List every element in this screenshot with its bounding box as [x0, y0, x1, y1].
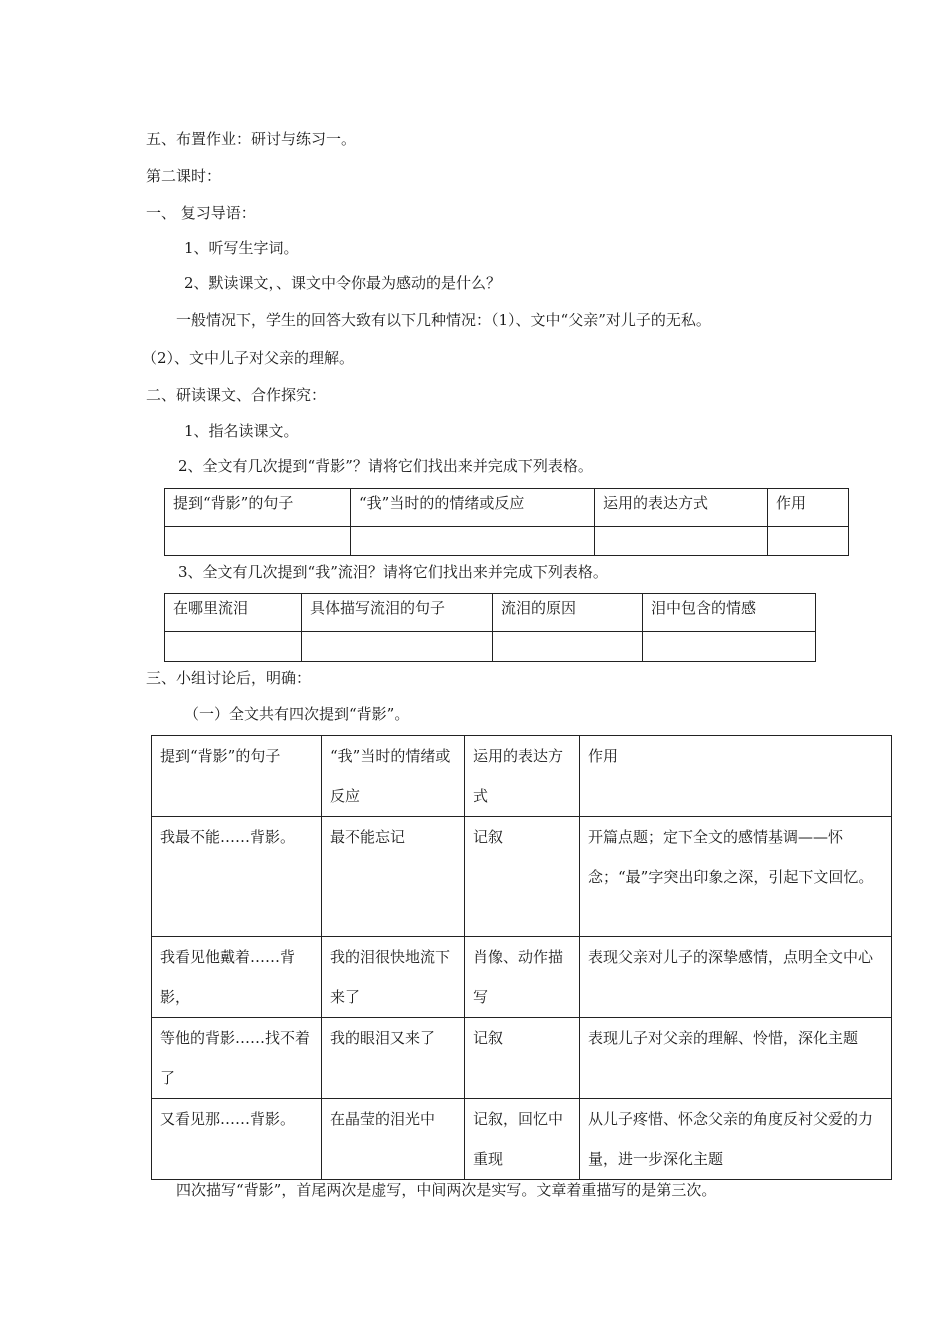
table-header-cell: 泪中包含的情感	[643, 594, 816, 632]
table-header-cell: 作用	[768, 489, 849, 527]
table-cell: 我最不能……背影。	[152, 817, 322, 937]
table-cell: 又看见那……背影。	[152, 1099, 322, 1180]
blank-cell[interactable]	[643, 632, 816, 662]
table-cell: 开篇点题；定下全文的感情基调——怀念；“最”字突出印象之深，引起下文回忆。	[580, 817, 892, 937]
section-heading: 一、 复习导语：	[146, 204, 256, 222]
text-line: 3、全文有几次提到“我”流泪？请将它们找出来并完成下列表格。	[178, 563, 608, 581]
table-tears-blank	[164, 593, 816, 662]
table-row	[152, 1099, 892, 1180]
section-heading: 三、小组讨论后，明确：	[146, 669, 312, 687]
blank-cell[interactable]	[493, 632, 643, 662]
table-row	[152, 1018, 892, 1099]
text-line: 1、指名读课文。	[184, 422, 299, 440]
text-line: （2）、文中儿子对父亲的理解。	[142, 349, 355, 367]
table-bei-ying-blank	[164, 488, 849, 556]
text-line: 五、布置作业：研讨与练习一。	[146, 130, 357, 148]
table-header-cell: 运用的表达方式	[465, 736, 580, 817]
table-cell: 等他的背影……找不着了	[152, 1018, 322, 1099]
blank-cell[interactable]	[165, 527, 351, 556]
table-header-cell: “我”当时的情绪或反应	[322, 736, 465, 817]
table-header-cell: 在哪里流泪	[165, 594, 302, 632]
table-cell: 最不能忘记	[322, 817, 465, 937]
table-cell: 记叙	[465, 817, 580, 937]
table-cell: 记叙	[465, 1018, 580, 1099]
table-row	[152, 817, 892, 937]
text-line: 1、听写生字词。	[184, 239, 299, 257]
table-header-cell: “我”当时的的情绪或反应	[351, 489, 595, 527]
table-header-cell: 作用	[580, 736, 892, 817]
text-line: 一般情况下，学生的回答大致有以下几种情况：（1）、文中“父亲”对儿子的无私。	[176, 311, 711, 329]
table-cell: 我的眼泪又来了	[322, 1018, 465, 1099]
blank-cell[interactable]	[302, 632, 493, 662]
table-cell: 表现儿子对父亲的理解、怜惜，深化主题	[580, 1018, 892, 1099]
table-bei-ying-answers	[151, 735, 892, 1180]
table-cell: 表现父亲对儿子的深挚感情，点明全文中心	[580, 937, 892, 1018]
table-header-cell: 提到“背影”的句子	[165, 489, 351, 527]
blank-cell[interactable]	[165, 632, 302, 662]
blank-cell[interactable]	[595, 527, 768, 556]
table-header-cell: 提到“背影”的句子	[152, 736, 322, 817]
section-heading: 第二课时：	[146, 167, 222, 185]
table-cell: 从儿子疼惜、怀念父亲的角度反衬父爱的力量，进一步深化主题	[580, 1099, 892, 1180]
text-line: （一）全文共有四次提到“背影”。	[184, 705, 410, 723]
blank-cell[interactable]	[768, 527, 849, 556]
section-heading: 二、研读课文、合作探究：	[146, 386, 327, 404]
table-row	[152, 937, 892, 1018]
text-line: 2、默读课文，、课文中令你最为感动的是什么？	[184, 274, 502, 292]
table-cell: 我看见他戴着……背影，	[152, 937, 322, 1018]
text-line: 2、全文有几次提到“背影”？请将它们找出来并完成下列表格。	[178, 457, 593, 475]
table-header-cell: 流泪的原因	[493, 594, 643, 632]
table-cell: 记叙，回忆中重现	[465, 1099, 580, 1180]
table-header-cell: 运用的表达方式	[595, 489, 768, 527]
blank-cell[interactable]	[351, 527, 595, 556]
table-cell: 肖像、动作描写	[465, 937, 580, 1018]
table-header-cell: 具体描写流泪的句子	[302, 594, 493, 632]
table-cell: 我的泪很快地流下来了	[322, 937, 465, 1018]
text-line: 四次描写“背影”，首尾两次是虚写，中间两次是实写。文章着重描写的是第三次。	[176, 1181, 717, 1199]
table-cell: 在晶莹的泪光中	[322, 1099, 465, 1180]
